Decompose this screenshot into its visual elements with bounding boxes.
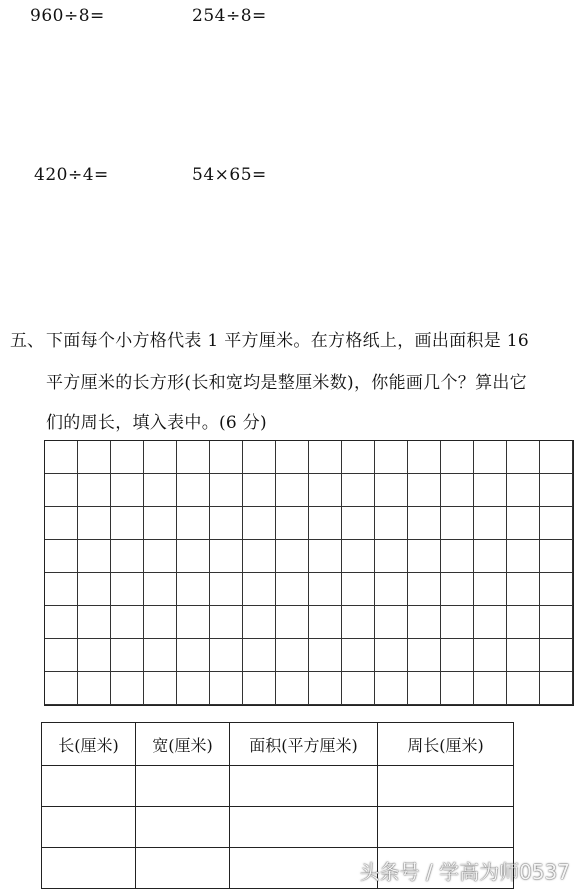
table-row [42, 766, 514, 807]
answer-cell[interactable] [42, 766, 136, 807]
header-area: 面积(平方厘米) [230, 723, 378, 766]
question-text-line-3: 们的周长，填入表中。(6 分) [46, 413, 267, 433]
table-header-row [42, 723, 514, 766]
calc-problem-4: 54×65= [192, 165, 267, 185]
answer-cell[interactable] [136, 807, 230, 848]
answer-cell[interactable] [42, 848, 136, 889]
header-perimeter: 周长(厘米) [378, 723, 514, 766]
calc-problem-2: 254÷8= [192, 6, 267, 26]
answer-cell[interactable] [378, 807, 514, 848]
watermark: 头条号 / 学高为师0537 [359, 860, 570, 884]
header-length: 长(厘米) [42, 723, 136, 766]
calc-problem-1: 960÷8= [30, 6, 105, 26]
answer-cell[interactable] [42, 807, 136, 848]
header-width: 宽(厘米) [136, 723, 230, 766]
answer-cell[interactable] [230, 848, 378, 889]
square-grid-paper[interactable] [44, 440, 574, 706]
answer-cell[interactable] [378, 766, 514, 807]
answer-cell[interactable] [136, 766, 230, 807]
calc-problem-3: 420÷4= [34, 165, 109, 185]
question-text-line-2: 平方厘米的长方形(长和宽均是整厘米数)，你能画几个？算出它 [46, 373, 527, 393]
question-number: 五、 [10, 331, 44, 351]
answer-cell[interactable] [136, 848, 230, 889]
table-row [42, 807, 514, 848]
answer-cell[interactable] [230, 766, 378, 807]
answer-cell[interactable] [230, 807, 378, 848]
question-text-line-1: 下面每个小方格代表 1 平方厘米。在方格纸上，画出面积是 16 [46, 331, 529, 351]
